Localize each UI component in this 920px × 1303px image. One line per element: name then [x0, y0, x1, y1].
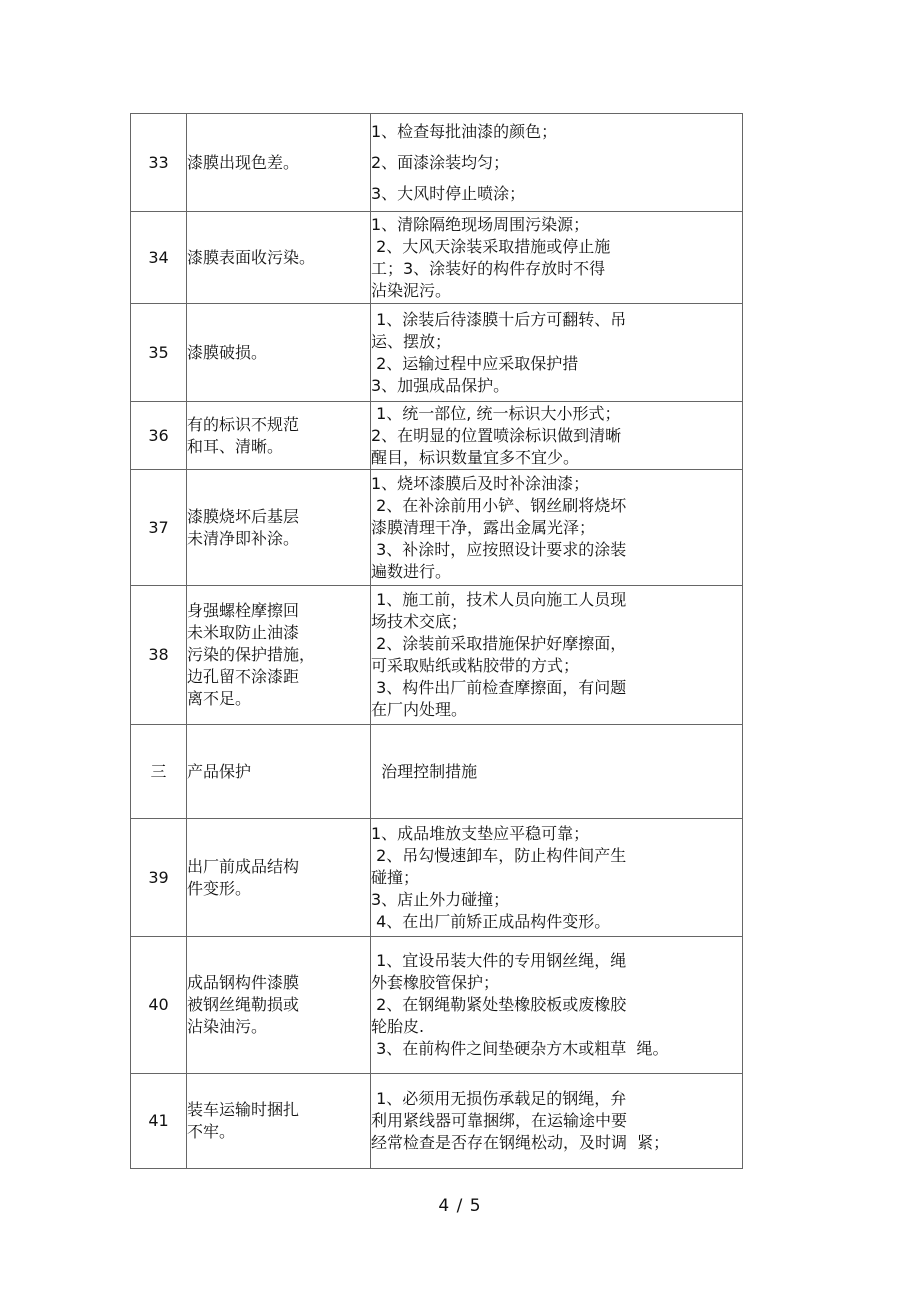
table-row: [131, 402, 743, 470]
measure-cell: [371, 586, 743, 725]
issue-cell: [187, 819, 371, 937]
measure-text: 2、在明显的位置喷涂标识做到清晰: [371, 425, 622, 445]
measure-text: 2、吊勾慢速卸车，防止构件间产生: [371, 845, 627, 865]
issue-text: 装车运输时捆扎: [187, 1100, 300, 1119]
measure-cell: [371, 114, 743, 212]
issue-text: 件变形。: [187, 878, 252, 898]
row-number: 33: [131, 114, 187, 212]
measure-text: 1、施工前，技术人员向施工人员现: [371, 590, 627, 609]
measure-cell: [371, 1074, 743, 1169]
measure-text: 1、必须用无损伤承载足的钢绳，弁: [371, 1089, 627, 1108]
row-number: 34: [131, 212, 187, 304]
measure-text: 4、在出厂前矫正成品构件变形。: [371, 911, 611, 931]
issue-text: 出厂前成品结构: [187, 856, 300, 876]
row-number: 三: [131, 725, 187, 819]
issue-cell: [187, 470, 371, 586]
measure-text: 醒目，标识数量宜多不宜少。: [371, 447, 580, 467]
issue-text: 边孔留不涂漆距: [187, 667, 300, 686]
measure-text: 场技术交底；: [371, 612, 468, 631]
measure-text: 1、检查每批油漆的颜色；: [371, 122, 558, 141]
measure-cell: [371, 304, 743, 402]
measure-text: 3、补涂时，应按照设计要求的涂装: [371, 539, 627, 559]
issue-text: 污染的保护措施，: [187, 645, 316, 664]
table-row: [131, 114, 743, 212]
issue-cell: [187, 586, 371, 725]
issue-cell: [187, 1074, 371, 1169]
measure-text: 3、店止外力碰撞；: [371, 889, 510, 909]
measure-cell: [371, 212, 743, 304]
issue-text: 漆膜破损。: [187, 342, 268, 362]
measure-text: 2、大风天涂装采取措施或停止施: [371, 236, 611, 256]
issue-cell: [187, 114, 371, 212]
measure-cell: [371, 937, 743, 1074]
issue-text: 产品保护: [187, 761, 252, 781]
table-row: [131, 304, 743, 402]
measure-text: 可采取贴纸或粘胶带的方式；: [371, 656, 580, 675]
issue-text: 被钢丝绳勒损或: [187, 995, 300, 1014]
issue-cell: [187, 212, 371, 304]
issue-text: 不牢。: [187, 1122, 236, 1141]
measure-cell: [371, 819, 743, 937]
measure-text: 2、涂装前采取措施保护好摩擦面，: [371, 634, 627, 653]
measure-text: 1、清除隔绝现场周围污染源；: [371, 214, 590, 234]
row-number: 40: [131, 937, 187, 1074]
table-row: [131, 725, 743, 819]
measure-text: 1、统一部位, 统一标识大小形式；: [371, 403, 621, 423]
page-number: 4 / 5: [438, 1196, 482, 1216]
measure-text: 漆膜清理干净，露出金属光泽；: [371, 517, 596, 537]
measure-text: 工；3、涂装好的构件存放时不得: [371, 258, 606, 278]
measure-text: 3、构件出厂前检查摩擦面，有问题: [371, 678, 627, 697]
issue-cell: [187, 402, 371, 470]
issue-text: 未米取防止油漆: [187, 623, 300, 642]
row-number: 38: [131, 586, 187, 725]
measure-text: 经常检查是否存在钢绳松动，及时调 紧；: [371, 1133, 670, 1152]
issue-text: 漆膜烧坏后基层: [187, 506, 300, 526]
measure-text: 沾染泥污。: [371, 280, 452, 300]
table-row: [131, 212, 743, 304]
table-row: [131, 470, 743, 586]
measure-text: 利用紧线器可靠捆绑，在运输途中要: [371, 1111, 628, 1130]
row-number: 41: [131, 1074, 187, 1169]
table-row: [131, 937, 743, 1074]
table-row: [131, 819, 743, 937]
measure-text: 外套橡胶管保护；: [371, 973, 500, 992]
row-number: 35: [131, 304, 187, 402]
measure-text: 碰撞；: [371, 867, 420, 887]
issue-text: 身强螺栓摩擦回: [187, 601, 300, 620]
measure-text: 治理控制措施: [371, 761, 478, 781]
measure-cell: [371, 725, 743, 819]
table-row: [131, 586, 743, 725]
measures-table: [130, 113, 743, 1169]
row-number: 39: [131, 819, 187, 937]
measure-text: 遍数进行。: [371, 561, 452, 581]
issue-text: 未清净即补涂。: [187, 528, 300, 548]
row-number: 37: [131, 470, 187, 586]
measure-cell: [371, 402, 743, 470]
measure-text: 3、大风时停止喷涂；: [371, 184, 526, 203]
measure-cell: [371, 470, 743, 586]
issue-cell: [187, 304, 371, 402]
measure-text: 1、宜设吊装大件的专用钢丝绳，绳: [371, 951, 627, 970]
issue-text: 沾染油污。: [187, 1017, 268, 1036]
measure-text: 1、涂装后待漆膜十后方可翻转、吊: [371, 309, 627, 329]
issue-cell: [187, 725, 371, 819]
measure-text: 2、在钢绳勒紧处垫橡胶板或废橡胶: [371, 995, 627, 1014]
measure-text: 3、在前构件之间垫硬杂方木或粗草 绳。: [371, 1039, 669, 1058]
issue-text: 漆膜出现色差。: [187, 152, 300, 172]
measure-text: 运、摆放；: [371, 331, 452, 351]
issue-text: 和耳、清晰。: [187, 436, 284, 456]
measure-text: 1、烧坏漆膜后及时补涂油漆；: [371, 473, 590, 493]
issue-text: 成品钢构件漆膜: [187, 973, 300, 992]
issue-text: 有的标识不规范: [187, 414, 300, 434]
table-row: [131, 1074, 743, 1169]
issue-text: 漆膜表面收污染。: [187, 247, 316, 267]
issue-cell: [187, 937, 371, 1074]
measure-text: 2、在补涂前用小铲、钢丝刷将烧坏: [371, 495, 627, 515]
measure-text: 轮胎皮.: [371, 1017, 425, 1036]
measure-text: 在厂内处理。: [371, 700, 468, 719]
measure-text: 1、成品堆放支垫应平稳可靠；: [371, 823, 590, 843]
row-number: 36: [131, 402, 187, 470]
measure-text: 2、运输过程中应采取保护措: [371, 353, 579, 373]
issue-text: 离不足。: [187, 689, 252, 708]
measure-text: 3、加强成品保护。: [371, 375, 510, 395]
measure-text: 2、面漆涂装均匀；: [371, 153, 510, 172]
